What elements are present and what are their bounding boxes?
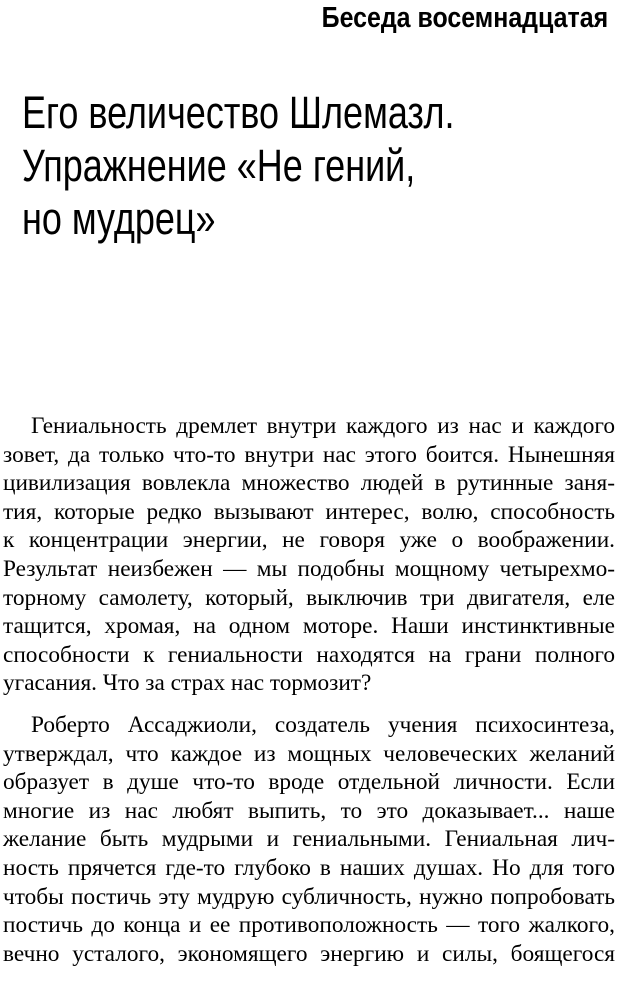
text-line: тащится, хромая, на одном моторе. Наши инстинктивные (3, 613, 615, 640)
chapter-title (22, 86, 455, 245)
chapter-title-line: Его величество Шлемазл. (22, 87, 455, 138)
body-text (0, 412, 615, 968)
paragraph-2 (0, 711, 615, 968)
text-line: Роберто Ассаджиоли, создатель учения психосинтеза, (31, 711, 615, 738)
text-line: Гениальность дремлет внутри каждого из нас и каждого (31, 413, 615, 439)
text-line: многие из нас любят выпить, то это доказывает... наше (3, 797, 615, 824)
text-line: зовет, да только что-то внутри нас этого боится. Нынешняя (3, 441, 615, 468)
text-line: Результат неизбежен — мы подобны мощному четырехмо- (3, 555, 615, 582)
text-line: к концентрации энергии, не говоря уже о воображении. (3, 527, 615, 554)
chapter-title-line: Упражнение «Не гений, (22, 140, 416, 191)
text-line: чтобы постичь эту мудрую субличность, нужно попробовать (3, 883, 615, 910)
text-line: тия, которые редко вызывают интерес, волю, способность (3, 498, 615, 525)
text-line: цивилизация вовлекла множество людей в рутинные заня- (3, 470, 615, 497)
text-line: торному самолету, который, выключив три двигателя, еле (3, 584, 615, 611)
text-line: утверждал, что каждое из мощных человеческих желаний (3, 740, 615, 767)
text-line: угасания. Что за страх нас тормозит? (3, 670, 372, 697)
running-header: Беседа восемнадцатая (321, 2, 608, 34)
text-line: ность прячется где-то глубоко в наших душах. Но для того (3, 854, 615, 881)
text-line: способности к гениальности находятся на грани полного (3, 641, 615, 668)
text-line: вечно усталого, экономящего энергию и силы, боящегося (3, 940, 615, 967)
text-line: постичь до конца и ее противоположность — того жалкого, (3, 912, 615, 939)
paragraph-1 (0, 412, 615, 698)
text-line: желание быть мудрыми и гениальными. Гениальная лич- (3, 826, 615, 853)
chapter-title-line: но мудрец» (22, 193, 216, 244)
text-line: образует в душе что-то вроде отдельной личности. Если (3, 769, 615, 796)
